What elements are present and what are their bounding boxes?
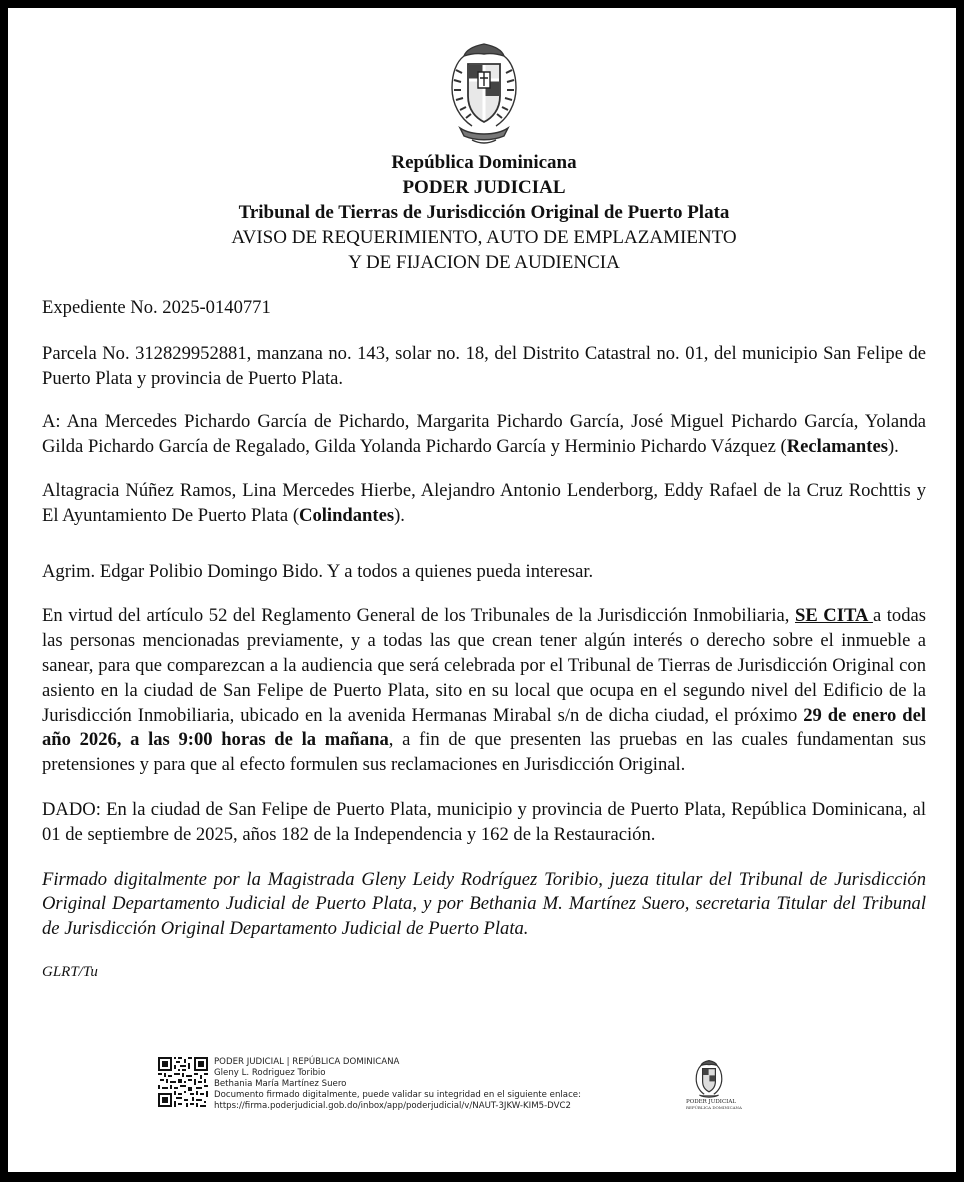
reclamantes-paragraph: [42, 410, 926, 460]
header-tribunal: Tribunal de Tierras de Jurisdicción Original de Puerto Plata: [238, 202, 730, 223]
header-notice-subtitle: Y DE FIJACION DE AUDIENCIA: [348, 252, 620, 273]
se-cita-label: SE CITA: [795, 605, 873, 627]
hearing-comma: ,: [116, 729, 131, 751]
header-country: República Dominicana: [391, 152, 577, 173]
footer-seal-text: PODER JUDICIAL: [686, 1099, 736, 1105]
footer-validation-note: Documento firmado digitalmente, puede validar su integridad en el siguiente enlace:: [214, 1090, 581, 1100]
citation-body: a todas las personas mencionadas previamente, y a todas las que crean tener algún interés o derecho sobre el inmueble a sanear, para que comparezcan a la audiencia que será celebrada por el Tribunal de Tierras de Jurisdicción Original con asiento en la ciudad de San Felipe de Puerto Plata, sito en su local que ocupa en el segundo nivel del Edificio de la Jurisdicción Inmobiliaria, ubicado en la avenida Hermanas Mirabal s/n de dicha ciudad, el próximo: [42, 605, 926, 726]
qr-code-icon[interactable]: [158, 1057, 208, 1107]
citation-intro: En virtud del artículo 52 del Reglamento General de los Tribunales de la Jurisdicción Inmobiliaria,: [42, 605, 795, 627]
hearing-time: a las 9:00 horas de la mañana: [130, 729, 389, 751]
agrimensor-paragraph: Agrim. Edgar Polibio Domingo Bido. Y a todos a quienes pueda interesar.: [42, 560, 594, 582]
initials: GLRT/Tu: [42, 963, 98, 980]
footer-signer-secretary: Bethania María Martínez Suero: [214, 1079, 347, 1089]
colindantes-names: Altagracia Núñez Ramos, Lina Mercedes Hierbe, Alejandro Antonio Lenderborg, Eddy Rafael de la Cruz Rochttis y El Ayuntamiento De Puerto Plata (: [42, 479, 926, 526]
citation-closing: , a fin de que presenten las pruebas en las cuales fundamentan sus pretensiones y para que al efecto formulen sus reclamaciones en Jurisdicción Original.: [42, 729, 927, 776]
parcela-description: Parcela No. 312829952881, manzana no. 143, solar no. 18, del Distrito Catastral no. 01, del municipio San Felipe de Puerto Plata y provincia de Puerto Plata.: [42, 342, 926, 389]
dado-paragraph: DADO: En la ciudad de San Felipe de Puerto Plata, municipio y provincia de Puerto Plata, República Dominicana, al 01 de septiembre de 2025, años 182 de la Independencia y 162 de la Restauración.: [42, 798, 926, 845]
citation-paragraph: [42, 604, 926, 778]
digital-signature-footer: [158, 1057, 748, 1127]
colindantes-label: Colindantes: [299, 504, 395, 526]
signature-paragraph: Firmado digitalmente por la Magistrada Gleny Leidy Rodríguez Toribio, jueza titular del Tribunal de Jurisdicción Original Departamento Judicial de Puerto Plata, y por Bethania M. Martínez Suero, secretaria Titular del Tribunal de Jurisdicción Original Departamento Judicial de Puerto Plata.: [42, 868, 926, 940]
colindantes-paragraph: [42, 479, 926, 529]
coat-of-arms-small-icon: [692, 1059, 726, 1099]
document-header: [42, 150, 926, 275]
hearing-date: 29 de enero del año 2026: [42, 704, 927, 751]
footer-seal: [686, 1059, 742, 1121]
header-notice-title: AVISO DE REQUERIMIENTO, AUTO DE EMPLAZAMIENTO: [231, 227, 737, 248]
reclamantes-end: ).: [887, 436, 899, 458]
footer-signer-judge: Gleny L. Rodriguez Toribio: [214, 1068, 326, 1078]
coat-of-arms-seal: [442, 40, 526, 148]
header-branch: PODER JUDICIAL: [402, 177, 566, 198]
footer-validation-link[interactable]: https://firma.poderjudicial.gob.do/inbox/app/poderjudicial/v/NAUT-3JKW-KIM5-DVC2: [214, 1101, 571, 1111]
signature-details: [214, 1057, 581, 1112]
footer-seal-subtext: REPÚBLICA DOMINICANA: [686, 1105, 742, 1110]
reclamantes-names: A: Ana Mercedes Pichardo García de Pichardo, Margarita Pichardo García, José Miguel Pichardo García, Yolanda Gilda Pichardo García de Regalado, Gilda Yolanda Pichardo García y Herminio Pichardo Vázquez (: [42, 411, 926, 458]
reclamantes-label: Reclamantes: [786, 436, 888, 458]
colindantes-end: ).: [394, 504, 405, 526]
document-body: [42, 40, 926, 985]
expediente-number: Expediente No. 2025-0140771: [42, 297, 271, 318]
footer-institution: PODER JUDICIAL | REPÚBLICA DOMINICANA: [214, 1057, 400, 1067]
